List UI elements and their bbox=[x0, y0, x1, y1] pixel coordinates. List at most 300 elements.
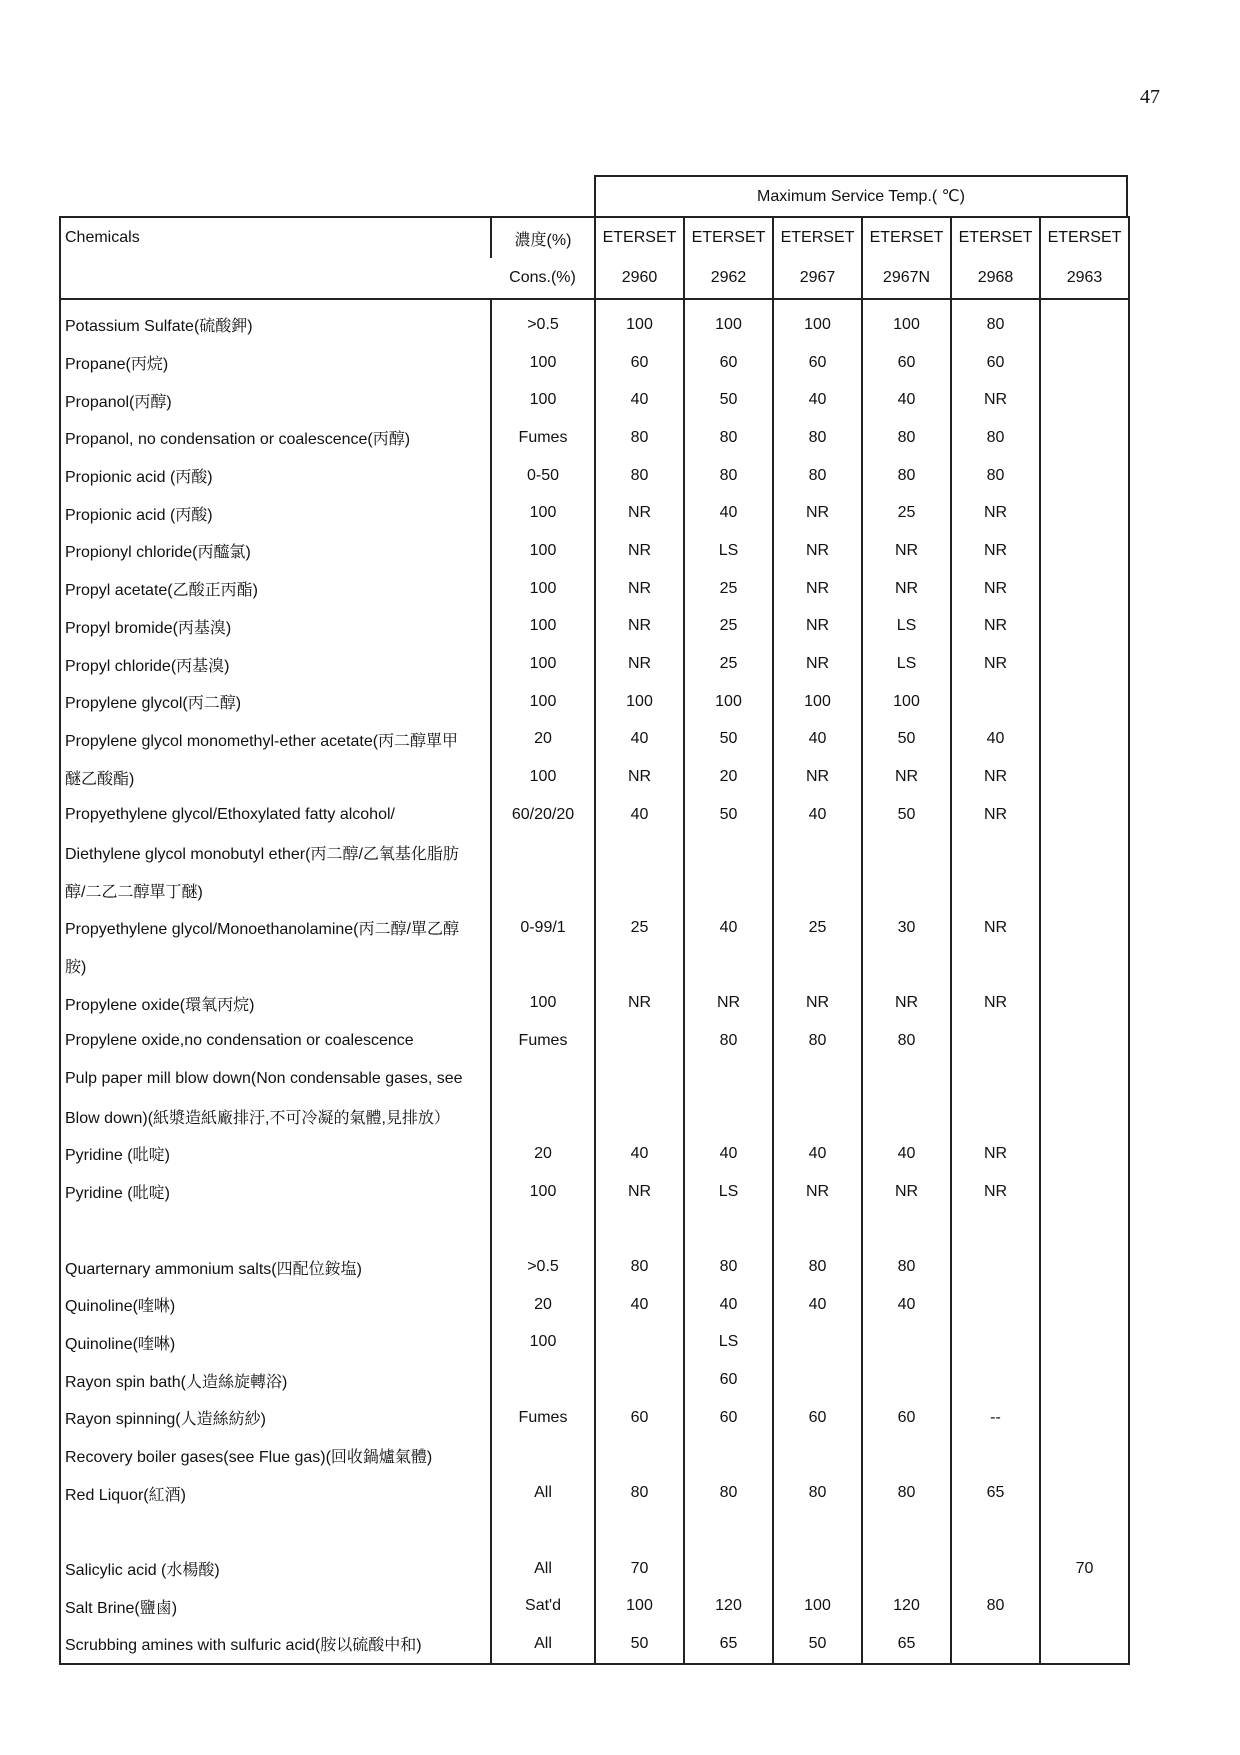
max-temp-cell bbox=[951, 834, 1040, 872]
max-temp-cell bbox=[862, 871, 951, 909]
max-temp-cell bbox=[595, 871, 684, 909]
max-temp-cell bbox=[1040, 1437, 1129, 1475]
max-temp-cell: 30 bbox=[862, 909, 951, 947]
max-temp-cell bbox=[951, 1248, 1040, 1286]
table-row bbox=[60, 796, 1129, 834]
table-header bbox=[60, 217, 1129, 299]
chemical-resistance-table-wrapper bbox=[59, 216, 1130, 1665]
max-temp-cell: 40 bbox=[773, 381, 862, 419]
max-temp-cell: NR bbox=[951, 494, 1040, 532]
concentration-cell bbox=[491, 871, 595, 909]
concentration-cell: Fumes bbox=[491, 1022, 595, 1060]
table-row bbox=[60, 299, 1129, 344]
concentration-cell: 20 bbox=[491, 1135, 595, 1173]
table-row bbox=[60, 1474, 1129, 1512]
max-temp-cell: NR bbox=[951, 532, 1040, 570]
max-temp-cell: NR bbox=[595, 608, 684, 646]
chemical-name-cell: Recovery boiler gases(see Flue gas)(回收鍋爐氣體) bbox=[65, 1448, 433, 1466]
max-temp-cell: 60 bbox=[773, 1399, 862, 1437]
max-temp-cell bbox=[1040, 683, 1129, 721]
max-temp-cell: 40 bbox=[862, 381, 951, 419]
max-temp-cell bbox=[1040, 1512, 1129, 1550]
chemical-name-cell: Propyethylene glycol/Monoethanolamine(丙二醇/單乙醇 bbox=[65, 921, 459, 939]
max-temp-cell: 80 bbox=[773, 419, 862, 457]
max-temp-cell bbox=[1040, 1324, 1129, 1362]
max-temp-cell bbox=[684, 1060, 773, 1098]
max-temp-cell: 80 bbox=[773, 1022, 862, 1060]
max-temp-cell: 40 bbox=[773, 1135, 862, 1173]
concentration-cell: 100 bbox=[491, 645, 595, 683]
max-temp-cell: NR bbox=[862, 532, 951, 570]
max-temp-cell: 80 bbox=[951, 457, 1040, 495]
concentration-cell bbox=[491, 1512, 595, 1550]
max-temp-cell: 80 bbox=[684, 457, 773, 495]
max-temp-cell: 50 bbox=[862, 721, 951, 759]
table-row bbox=[60, 532, 1129, 570]
max-temp-cell bbox=[951, 1437, 1040, 1475]
max-temp-cell: 40 bbox=[684, 909, 773, 947]
max-temp-cell: 100 bbox=[595, 299, 684, 344]
max-temp-cell: 80 bbox=[595, 1248, 684, 1286]
max-temp-cell: 100 bbox=[684, 299, 773, 344]
max-temp-cell bbox=[684, 834, 773, 872]
max-temp-cell: 40 bbox=[862, 1135, 951, 1173]
max-temp-cell: 50 bbox=[862, 796, 951, 834]
max-temp-cell bbox=[595, 1022, 684, 1060]
max-temp-cell bbox=[1040, 570, 1129, 608]
max-temp-cell: NR bbox=[862, 984, 951, 1022]
max-temp-cell bbox=[773, 1437, 862, 1475]
max-temp-cell: NR bbox=[595, 984, 684, 1022]
max-temp-cell: 80 bbox=[595, 1474, 684, 1512]
max-temp-cell bbox=[1040, 721, 1129, 759]
chemical-name-cell: Salicylic acid (水楊酸) bbox=[65, 1562, 220, 1580]
chemical-name-cell: Propyl chloride(丙基溴) bbox=[65, 657, 230, 675]
page-number: 47 bbox=[1140, 86, 1160, 108]
max-temp-cell bbox=[951, 1060, 1040, 1098]
concentration-cell: 60/20/20 bbox=[491, 796, 595, 834]
max-temp-cell bbox=[595, 1211, 684, 1249]
max-temp-cell: NR bbox=[951, 796, 1040, 834]
max-temp-cell bbox=[1040, 419, 1129, 457]
chemical-name-cell: Quinoline(喹啉) bbox=[65, 1298, 176, 1316]
max-temp-cell: NR bbox=[684, 984, 773, 1022]
chemical-name-cell: Pyridine (吡啶) bbox=[65, 1185, 170, 1203]
chemical-name-cell: 胺) bbox=[65, 959, 87, 977]
concentration-cell bbox=[491, 1361, 595, 1399]
max-temp-cell bbox=[773, 1512, 862, 1550]
max-temp-cell bbox=[595, 1512, 684, 1550]
max-temp-cell bbox=[773, 1060, 862, 1098]
table-row bbox=[60, 1060, 1129, 1098]
max-temp-cell bbox=[1040, 608, 1129, 646]
table-row bbox=[60, 1135, 1129, 1173]
max-temp-cell: 50 bbox=[773, 1625, 862, 1664]
max-temp-cell bbox=[1040, 1060, 1129, 1098]
max-temp-cell bbox=[862, 1097, 951, 1135]
table-row bbox=[60, 344, 1129, 382]
max-temp-cell: 65 bbox=[862, 1625, 951, 1664]
max-temp-cell bbox=[1040, 947, 1129, 985]
max-temp-cell bbox=[1040, 796, 1129, 834]
max-temp-cell: LS bbox=[684, 1324, 773, 1362]
concentration-cell: Fumes bbox=[491, 1399, 595, 1437]
concentration-cell: 100 bbox=[491, 344, 595, 382]
max-temp-cell: 80 bbox=[684, 1248, 773, 1286]
header-product-name: ETERSET bbox=[862, 217, 951, 258]
concentration-cell bbox=[491, 947, 595, 985]
max-temp-cell: 25 bbox=[684, 570, 773, 608]
concentration-cell: 100 bbox=[491, 1173, 595, 1211]
max-temp-cell bbox=[1040, 1474, 1129, 1512]
concentration-cell: 100 bbox=[491, 608, 595, 646]
table-row bbox=[60, 1324, 1129, 1362]
table-row bbox=[60, 1173, 1129, 1211]
chemical-name-cell: Diethylene glycol monobutyl ether(丙二醇/乙氧基化脂肪 bbox=[65, 845, 459, 863]
header-product-name: ETERSET bbox=[595, 217, 684, 258]
max-temp-cell: 60 bbox=[862, 344, 951, 382]
max-temp-cell: NR bbox=[773, 570, 862, 608]
max-temp-cell: 40 bbox=[684, 494, 773, 532]
max-temp-cell bbox=[1040, 299, 1129, 344]
table-title: Maximum Service Temp.( ℃) bbox=[594, 175, 1128, 216]
max-temp-cell: LS bbox=[684, 1173, 773, 1211]
chemical-name-cell: 醇/二乙二醇單丁醚) bbox=[65, 883, 203, 901]
max-temp-cell: 40 bbox=[595, 381, 684, 419]
max-temp-cell: 80 bbox=[773, 457, 862, 495]
max-temp-cell bbox=[1040, 532, 1129, 570]
max-temp-cell: NR bbox=[595, 758, 684, 796]
max-temp-cell: 60 bbox=[684, 1361, 773, 1399]
header-product-code: 2967 bbox=[773, 258, 862, 299]
max-temp-cell: NR bbox=[773, 608, 862, 646]
max-temp-cell: 80 bbox=[684, 419, 773, 457]
max-temp-cell bbox=[951, 871, 1040, 909]
max-temp-cell: 60 bbox=[595, 1399, 684, 1437]
max-temp-cell bbox=[951, 1097, 1040, 1135]
max-temp-cell: 100 bbox=[862, 683, 951, 721]
chemical-name-cell: Scrubbing amines with sulfuric acid(胺以硫酸中和) bbox=[65, 1637, 422, 1655]
chemical-name-cell: Potassium Sulfate(硫酸鉀) bbox=[65, 318, 253, 336]
max-temp-cell: NR bbox=[595, 494, 684, 532]
max-temp-cell: NR bbox=[773, 758, 862, 796]
max-temp-cell: 40 bbox=[862, 1286, 951, 1324]
max-temp-cell bbox=[1040, 1022, 1129, 1060]
max-temp-cell: NR bbox=[951, 645, 1040, 683]
table-row bbox=[60, 683, 1129, 721]
max-temp-cell bbox=[951, 683, 1040, 721]
max-temp-cell bbox=[1040, 381, 1129, 419]
max-temp-cell: NR bbox=[595, 645, 684, 683]
max-temp-cell: NR bbox=[951, 570, 1040, 608]
concentration-cell: >0.5 bbox=[491, 1248, 595, 1286]
max-temp-cell bbox=[595, 947, 684, 985]
max-temp-cell: 100 bbox=[773, 1587, 862, 1625]
max-temp-cell bbox=[951, 1550, 1040, 1588]
chemical-name-cell: Propylene glycol(丙二醇) bbox=[65, 695, 242, 713]
max-temp-cell bbox=[595, 1361, 684, 1399]
chemical-name-cell: Propane(丙烷) bbox=[65, 356, 169, 374]
table-row bbox=[60, 570, 1129, 608]
max-temp-cell bbox=[595, 834, 684, 872]
max-temp-cell: 60 bbox=[951, 344, 1040, 382]
chemical-name-cell: Propyl bromide(丙基溴) bbox=[65, 619, 232, 637]
table-row bbox=[60, 1437, 1129, 1475]
max-temp-cell: NR bbox=[951, 984, 1040, 1022]
max-temp-cell: 20 bbox=[684, 758, 773, 796]
table-row bbox=[60, 419, 1129, 457]
max-temp-cell bbox=[1040, 1625, 1129, 1664]
max-temp-cell: 100 bbox=[773, 299, 862, 344]
chemical-name-cell: Propyethylene glycol/Ethoxylated fatty alcohol/ bbox=[65, 805, 395, 823]
max-temp-cell bbox=[951, 1361, 1040, 1399]
max-temp-cell: LS bbox=[862, 608, 951, 646]
max-temp-cell: NR bbox=[773, 532, 862, 570]
max-temp-cell: NR bbox=[862, 1173, 951, 1211]
max-temp-cell: 65 bbox=[684, 1625, 773, 1664]
concentration-cell: Fumes bbox=[491, 419, 595, 457]
max-temp-cell: 40 bbox=[773, 796, 862, 834]
table-row bbox=[60, 645, 1129, 683]
max-temp-cell: 25 bbox=[595, 909, 684, 947]
max-temp-cell bbox=[951, 1211, 1040, 1249]
chemical-name-cell: Blow down)(紙漿造紙廠排汙,不可冷凝的氣體,見排放） bbox=[65, 1109, 450, 1127]
max-temp-cell: 40 bbox=[595, 721, 684, 759]
chemical-name-cell: Propylene glycol monomethyl-ether acetate(丙二醇單甲 bbox=[65, 732, 459, 750]
max-temp-cell: 25 bbox=[684, 608, 773, 646]
header-product-name: ETERSET bbox=[684, 217, 773, 258]
concentration-cell: All bbox=[491, 1474, 595, 1512]
max-temp-cell bbox=[595, 1437, 684, 1475]
max-temp-cell bbox=[684, 947, 773, 985]
concentration-cell bbox=[491, 1060, 595, 1098]
max-temp-cell: 80 bbox=[684, 1474, 773, 1512]
max-temp-cell: 60 bbox=[684, 1399, 773, 1437]
max-temp-cell bbox=[1040, 834, 1129, 872]
max-temp-cell: 80 bbox=[595, 457, 684, 495]
max-temp-cell: 60 bbox=[684, 344, 773, 382]
max-temp-cell: 100 bbox=[595, 1587, 684, 1625]
max-temp-cell bbox=[595, 1060, 684, 1098]
max-temp-cell bbox=[684, 1550, 773, 1588]
chemical-name-cell: Propionic acid (丙酸) bbox=[65, 506, 213, 524]
chemical-name-cell: Propanol(丙醇) bbox=[65, 393, 172, 411]
max-temp-cell: 80 bbox=[862, 1474, 951, 1512]
max-temp-cell bbox=[1040, 1097, 1129, 1135]
max-temp-cell bbox=[595, 1324, 684, 1362]
max-temp-cell: NR bbox=[862, 758, 951, 796]
table-row bbox=[60, 758, 1129, 796]
max-temp-cell bbox=[1040, 1173, 1129, 1211]
max-temp-cell: 100 bbox=[862, 299, 951, 344]
table-row bbox=[60, 1286, 1129, 1324]
max-temp-cell bbox=[773, 1550, 862, 1588]
max-temp-cell: 40 bbox=[684, 1135, 773, 1173]
max-temp-cell bbox=[773, 871, 862, 909]
max-temp-cell bbox=[951, 1286, 1040, 1324]
concentration-cell: 20 bbox=[491, 721, 595, 759]
max-temp-cell bbox=[1040, 871, 1129, 909]
max-temp-cell: 70 bbox=[1040, 1550, 1129, 1588]
max-temp-cell: 40 bbox=[684, 1286, 773, 1324]
table-row bbox=[60, 1399, 1129, 1437]
concentration-cell bbox=[491, 1437, 595, 1475]
max-temp-cell bbox=[1040, 984, 1129, 1022]
max-temp-cell bbox=[951, 1625, 1040, 1664]
max-temp-cell: -- bbox=[951, 1399, 1040, 1437]
header-product-code: 2960 bbox=[595, 258, 684, 299]
max-temp-cell: NR bbox=[862, 570, 951, 608]
max-temp-cell bbox=[773, 1324, 862, 1362]
max-temp-cell: 80 bbox=[951, 1587, 1040, 1625]
max-temp-cell bbox=[862, 834, 951, 872]
table-row bbox=[60, 457, 1129, 495]
max-temp-cell bbox=[595, 1097, 684, 1135]
table-row bbox=[60, 1550, 1129, 1588]
max-temp-cell bbox=[1040, 1248, 1129, 1286]
concentration-cell: 100 bbox=[491, 570, 595, 608]
header-product-name: ETERSET bbox=[773, 217, 862, 258]
max-temp-cell: 25 bbox=[862, 494, 951, 532]
concentration-cell: 0-50 bbox=[491, 457, 595, 495]
max-temp-cell bbox=[773, 947, 862, 985]
chemical-name-cell: 醚乙酸酯) bbox=[65, 770, 135, 788]
chemical-name-cell: Quinoline(喹啉) bbox=[65, 1335, 176, 1353]
concentration-cell: All bbox=[491, 1550, 595, 1588]
max-temp-cell: 100 bbox=[595, 683, 684, 721]
max-temp-cell: 60 bbox=[595, 344, 684, 382]
concentration-cell: 100 bbox=[491, 381, 595, 419]
table-row bbox=[60, 1211, 1129, 1249]
max-temp-cell: 80 bbox=[773, 1474, 862, 1512]
header-row-product-names bbox=[60, 217, 1129, 258]
concentration-cell: 100 bbox=[491, 683, 595, 721]
max-temp-cell bbox=[773, 1211, 862, 1249]
max-temp-cell: 80 bbox=[684, 1022, 773, 1060]
chemical-name-cell: Propionic acid (丙酸) bbox=[65, 469, 213, 487]
header-product-code: 2963 bbox=[1040, 258, 1129, 299]
max-temp-cell: NR bbox=[951, 608, 1040, 646]
max-temp-cell: 80 bbox=[862, 1248, 951, 1286]
max-temp-cell bbox=[773, 834, 862, 872]
max-temp-cell bbox=[1040, 1399, 1129, 1437]
max-temp-cell bbox=[951, 1324, 1040, 1362]
max-temp-cell: 50 bbox=[684, 721, 773, 759]
chemical-name-cell: Red Liquor(紅酒) bbox=[65, 1486, 186, 1504]
table-row bbox=[60, 1512, 1129, 1550]
max-temp-cell: 80 bbox=[862, 457, 951, 495]
max-temp-cell: NR bbox=[773, 494, 862, 532]
chemical-name-cell: Rayon spin bath(人造絲旋轉浴) bbox=[65, 1373, 288, 1391]
max-temp-cell bbox=[951, 947, 1040, 985]
max-temp-cell bbox=[862, 1060, 951, 1098]
max-temp-cell: 120 bbox=[862, 1587, 951, 1625]
chemical-name-cell: Propanol, no condensation or coalescence(丙醇) bbox=[65, 431, 411, 449]
max-temp-cell bbox=[862, 1512, 951, 1550]
max-temp-cell bbox=[1040, 344, 1129, 382]
concentration-cell bbox=[491, 834, 595, 872]
table-row bbox=[60, 947, 1129, 985]
max-temp-cell: NR bbox=[595, 1173, 684, 1211]
header-product-code: 2968 bbox=[951, 258, 1040, 299]
max-temp-cell bbox=[1040, 457, 1129, 495]
max-temp-cell: 60 bbox=[862, 1399, 951, 1437]
table-row bbox=[60, 721, 1129, 759]
max-temp-cell bbox=[951, 1022, 1040, 1060]
max-temp-cell: 120 bbox=[684, 1587, 773, 1625]
table-row bbox=[60, 1361, 1129, 1399]
concentration-cell: 100 bbox=[491, 984, 595, 1022]
max-temp-cell bbox=[684, 1512, 773, 1550]
max-temp-cell: NR bbox=[951, 758, 1040, 796]
max-temp-cell: 80 bbox=[862, 1022, 951, 1060]
concentration-cell: 100 bbox=[491, 532, 595, 570]
header-chemicals: Chemicals bbox=[60, 217, 491, 299]
table-row bbox=[60, 494, 1129, 532]
max-temp-cell: 50 bbox=[684, 796, 773, 834]
chemical-name-cell: Propionyl chloride(丙醯氯) bbox=[65, 544, 251, 562]
table-row bbox=[60, 834, 1129, 872]
chemical-name-cell: Propylene oxide,no condensation or coalescence bbox=[65, 1031, 414, 1049]
concentration-cell: 20 bbox=[491, 1286, 595, 1324]
header-product-name: ETERSET bbox=[951, 217, 1040, 258]
max-temp-cell: NR bbox=[773, 984, 862, 1022]
max-temp-cell: NR bbox=[951, 381, 1040, 419]
max-temp-cell bbox=[773, 1361, 862, 1399]
max-temp-cell bbox=[1040, 909, 1129, 947]
max-temp-cell bbox=[951, 1512, 1040, 1550]
max-temp-cell bbox=[1040, 1361, 1129, 1399]
table-row bbox=[60, 381, 1129, 419]
max-temp-cell bbox=[684, 1437, 773, 1475]
max-temp-cell bbox=[862, 1324, 951, 1362]
max-temp-cell bbox=[1040, 1587, 1129, 1625]
header-concentration-cn: 濃度(%) bbox=[491, 217, 595, 258]
table-row bbox=[60, 909, 1129, 947]
max-temp-cell bbox=[1040, 645, 1129, 683]
max-temp-cell: 80 bbox=[862, 419, 951, 457]
max-temp-cell: NR bbox=[951, 1173, 1040, 1211]
max-temp-cell: NR bbox=[595, 532, 684, 570]
max-temp-cell: NR bbox=[773, 1173, 862, 1211]
chemical-name-cell: Rayon spinning(人造絲紡紗) bbox=[65, 1411, 266, 1429]
header-product-code: 2962 bbox=[684, 258, 773, 299]
max-temp-cell bbox=[862, 947, 951, 985]
max-temp-cell: 70 bbox=[595, 1550, 684, 1588]
chemical-name-cell: Pyridine (吡啶) bbox=[65, 1147, 170, 1165]
concentration-cell bbox=[491, 1097, 595, 1135]
max-temp-cell: 80 bbox=[595, 419, 684, 457]
max-temp-cell bbox=[684, 871, 773, 909]
max-temp-cell: 80 bbox=[951, 419, 1040, 457]
concentration-cell: 100 bbox=[491, 494, 595, 532]
concentration-cell: All bbox=[491, 1625, 595, 1664]
max-temp-cell bbox=[1040, 494, 1129, 532]
table-row bbox=[60, 1022, 1129, 1060]
concentration-cell: 100 bbox=[491, 758, 595, 796]
max-temp-cell: NR bbox=[773, 645, 862, 683]
max-temp-cell: 40 bbox=[595, 1135, 684, 1173]
max-temp-cell bbox=[1040, 1286, 1129, 1324]
max-temp-cell: 100 bbox=[684, 683, 773, 721]
max-temp-cell: 80 bbox=[773, 1248, 862, 1286]
max-temp-cell: 60 bbox=[773, 344, 862, 382]
max-temp-cell bbox=[1040, 1135, 1129, 1173]
max-temp-cell: LS bbox=[862, 645, 951, 683]
max-temp-cell: 40 bbox=[951, 721, 1040, 759]
max-temp-cell bbox=[684, 1097, 773, 1135]
table-body bbox=[60, 299, 1129, 1664]
